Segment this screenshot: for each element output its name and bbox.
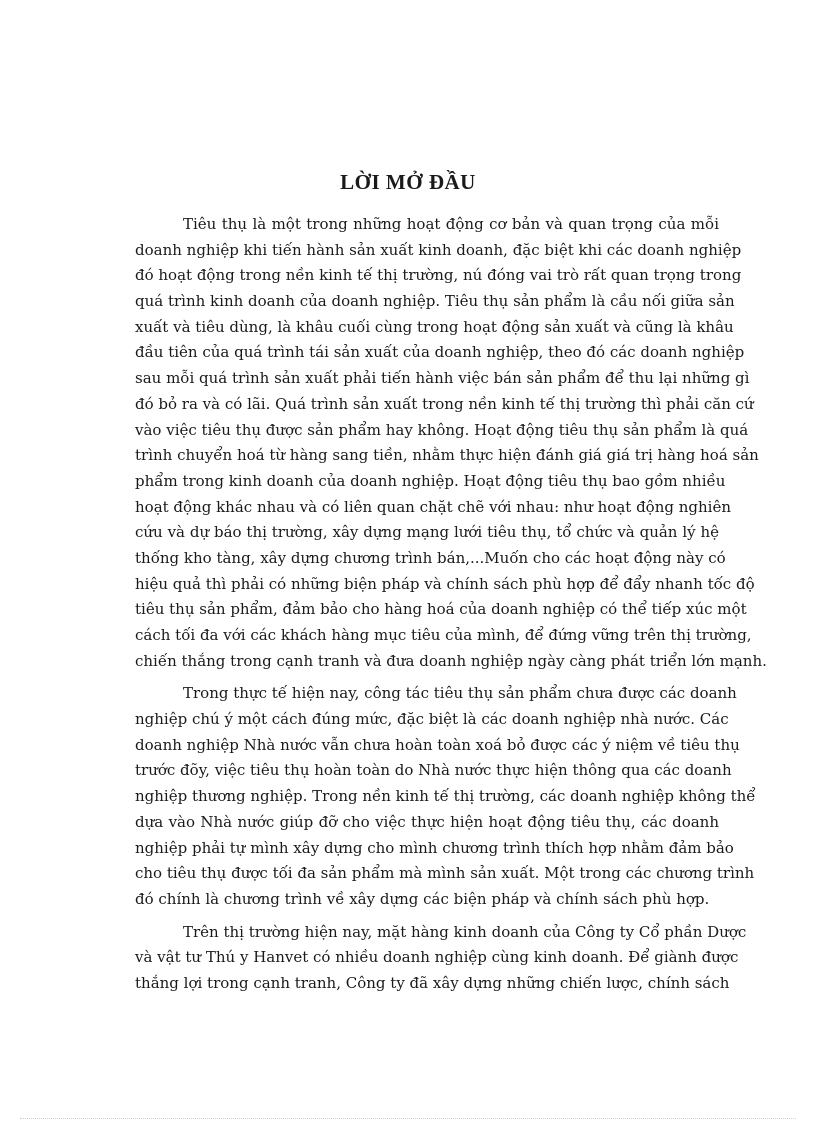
text-line: nghiệp chú ý một cách đúng mức, đặc biệt là các doanh nghiệp nhà nước. Các: [135, 710, 729, 729]
text-line: thắng lợi trong cạnh tranh, Công ty đã xây dựng những chiến lược, chính sách: [135, 973, 730, 992]
text-line: Trong thực tế hiện nay, công tác tiêu thụ sản phẩm chưa được các doanh: [183, 684, 737, 703]
text-line: cho tiêu thụ được tối đa sản phẩm mà mình sản xuất. Một trong các chương trình: [135, 864, 755, 883]
text-line: Trên thị trường hiện nay, mặt hàng kinh doanh của Công ty Cổ phần Dược: [183, 922, 747, 941]
text-line: dựa vào Nhà nước giúp đỡ cho việc thực hiện hoạt động tiêu thụ, các doanh: [135, 812, 719, 831]
text-line: cách tối đa với các khách hàng mục tiêu của mình, để đứng vững trên thị trường,: [135, 626, 752, 644]
paragraph-1: [135, 212, 767, 674]
text-line: doanh nghiệp khi tiến hành sản xuất kinh doanh, đặc biệt khi các doanh nghiệp: [135, 240, 742, 259]
text-line: đầu tiên của quá trình tái sản xuất của doanh nghiệp, theo đó các doanh nghiệp: [135, 343, 745, 362]
paragraph-2: [135, 681, 756, 912]
text-line: trình chuyển hoá từ hàng sang tiền, nhằm thực hiện đánh giá giá trị hàng hoá sản: [135, 446, 759, 465]
text-line: đó bỏ ra và có lãi. Quá trình sản xuất trong nền kinh tế thị trường thì phải căn cứ: [135, 394, 754, 413]
text-line: đó chính là chương trình về xây dựng các biện pháp và chính sách phù hợp.: [135, 889, 710, 908]
text-line: trước đõy, việc tiêu thụ hoàn toàn do Nhà nước thực hiện thông qua các doanh: [135, 761, 732, 780]
text-line: và vật tư Thú y Hanvet có nhiều doanh nghiệp cùng kinh doanh. Để giành được: [135, 948, 739, 967]
text-line: hoạt động khác nhau và có liên quan chặt chẽ với nhau: như hoạt động nghiên: [135, 497, 731, 516]
text-line: cứu và dự báo thị trường, xây dựng mạng lưới tiêu thụ, tổ chức và quản lý hệ: [135, 523, 719, 542]
paragraph-3: [135, 920, 747, 997]
text-line: vào việc tiêu thụ được sản phẩm hay không. Hoạt động tiêu thụ sản phẩm là quá: [135, 420, 749, 439]
text-line: nghiệp phải tự mình xây dựng cho mình chương trình thích hợp nhằm đảm bảo: [135, 838, 734, 857]
text-line: hiệu quả thì phải có những biện pháp và chính sách phù hợp để đẩy nhanh tốc độ: [135, 574, 755, 593]
text-line: quá trình kinh doanh của doanh nghiệp. Tiêu thụ sản phẩm là cầu nối giữa sản: [135, 292, 735, 311]
page-title: LỜI MỞ ĐẦU: [340, 170, 476, 195]
text-line: chiến thắng trong cạnh tranh và đưa doanh nghiệp ngày càng phát triển lớn mạnh.: [135, 651, 767, 670]
page-bottom-rule: [20, 1118, 796, 1119]
document-body: [135, 212, 767, 1004]
text-line: doanh nghiệp Nhà nước vẫn chưa hoàn toàn xoá bỏ được các ý niệm về tiêu thụ: [135, 735, 740, 754]
text-line: xuất và tiêu dùng, là khâu cuối cùng trong hoạt động sản xuất và cũng là khâu: [135, 317, 734, 336]
text-line: sau mỗi quá trình sản xuất phải tiến hành việc bán sản phẩm để thu lại những gì: [135, 369, 750, 388]
text-line: thống kho tàng, xây dựng chương trình bán,...Muốn cho các hoạt động này có: [135, 548, 726, 567]
text-line: nghiệp thương nghiệp. Trong nền kinh tế thị trường, các doanh nghiệp không thể: [135, 787, 756, 806]
text-line: Tiêu thụ là một trong những hoạt động cơ bản và quan trọng của mỗi: [183, 215, 719, 233]
text-line: tiêu thụ sản phẩm, đảm bảo cho hàng hoá của doanh nghiệp có thể tiếp xúc một: [135, 600, 747, 619]
text-line: phẩm trong kinh doanh của doanh nghiệp. Hoạt động tiêu thụ bao gồm nhiều: [135, 471, 726, 490]
text-line: đó hoạt động trong nền kinh tế thị trường, nú đóng vai trò rất quan trọng trong: [135, 266, 742, 285]
